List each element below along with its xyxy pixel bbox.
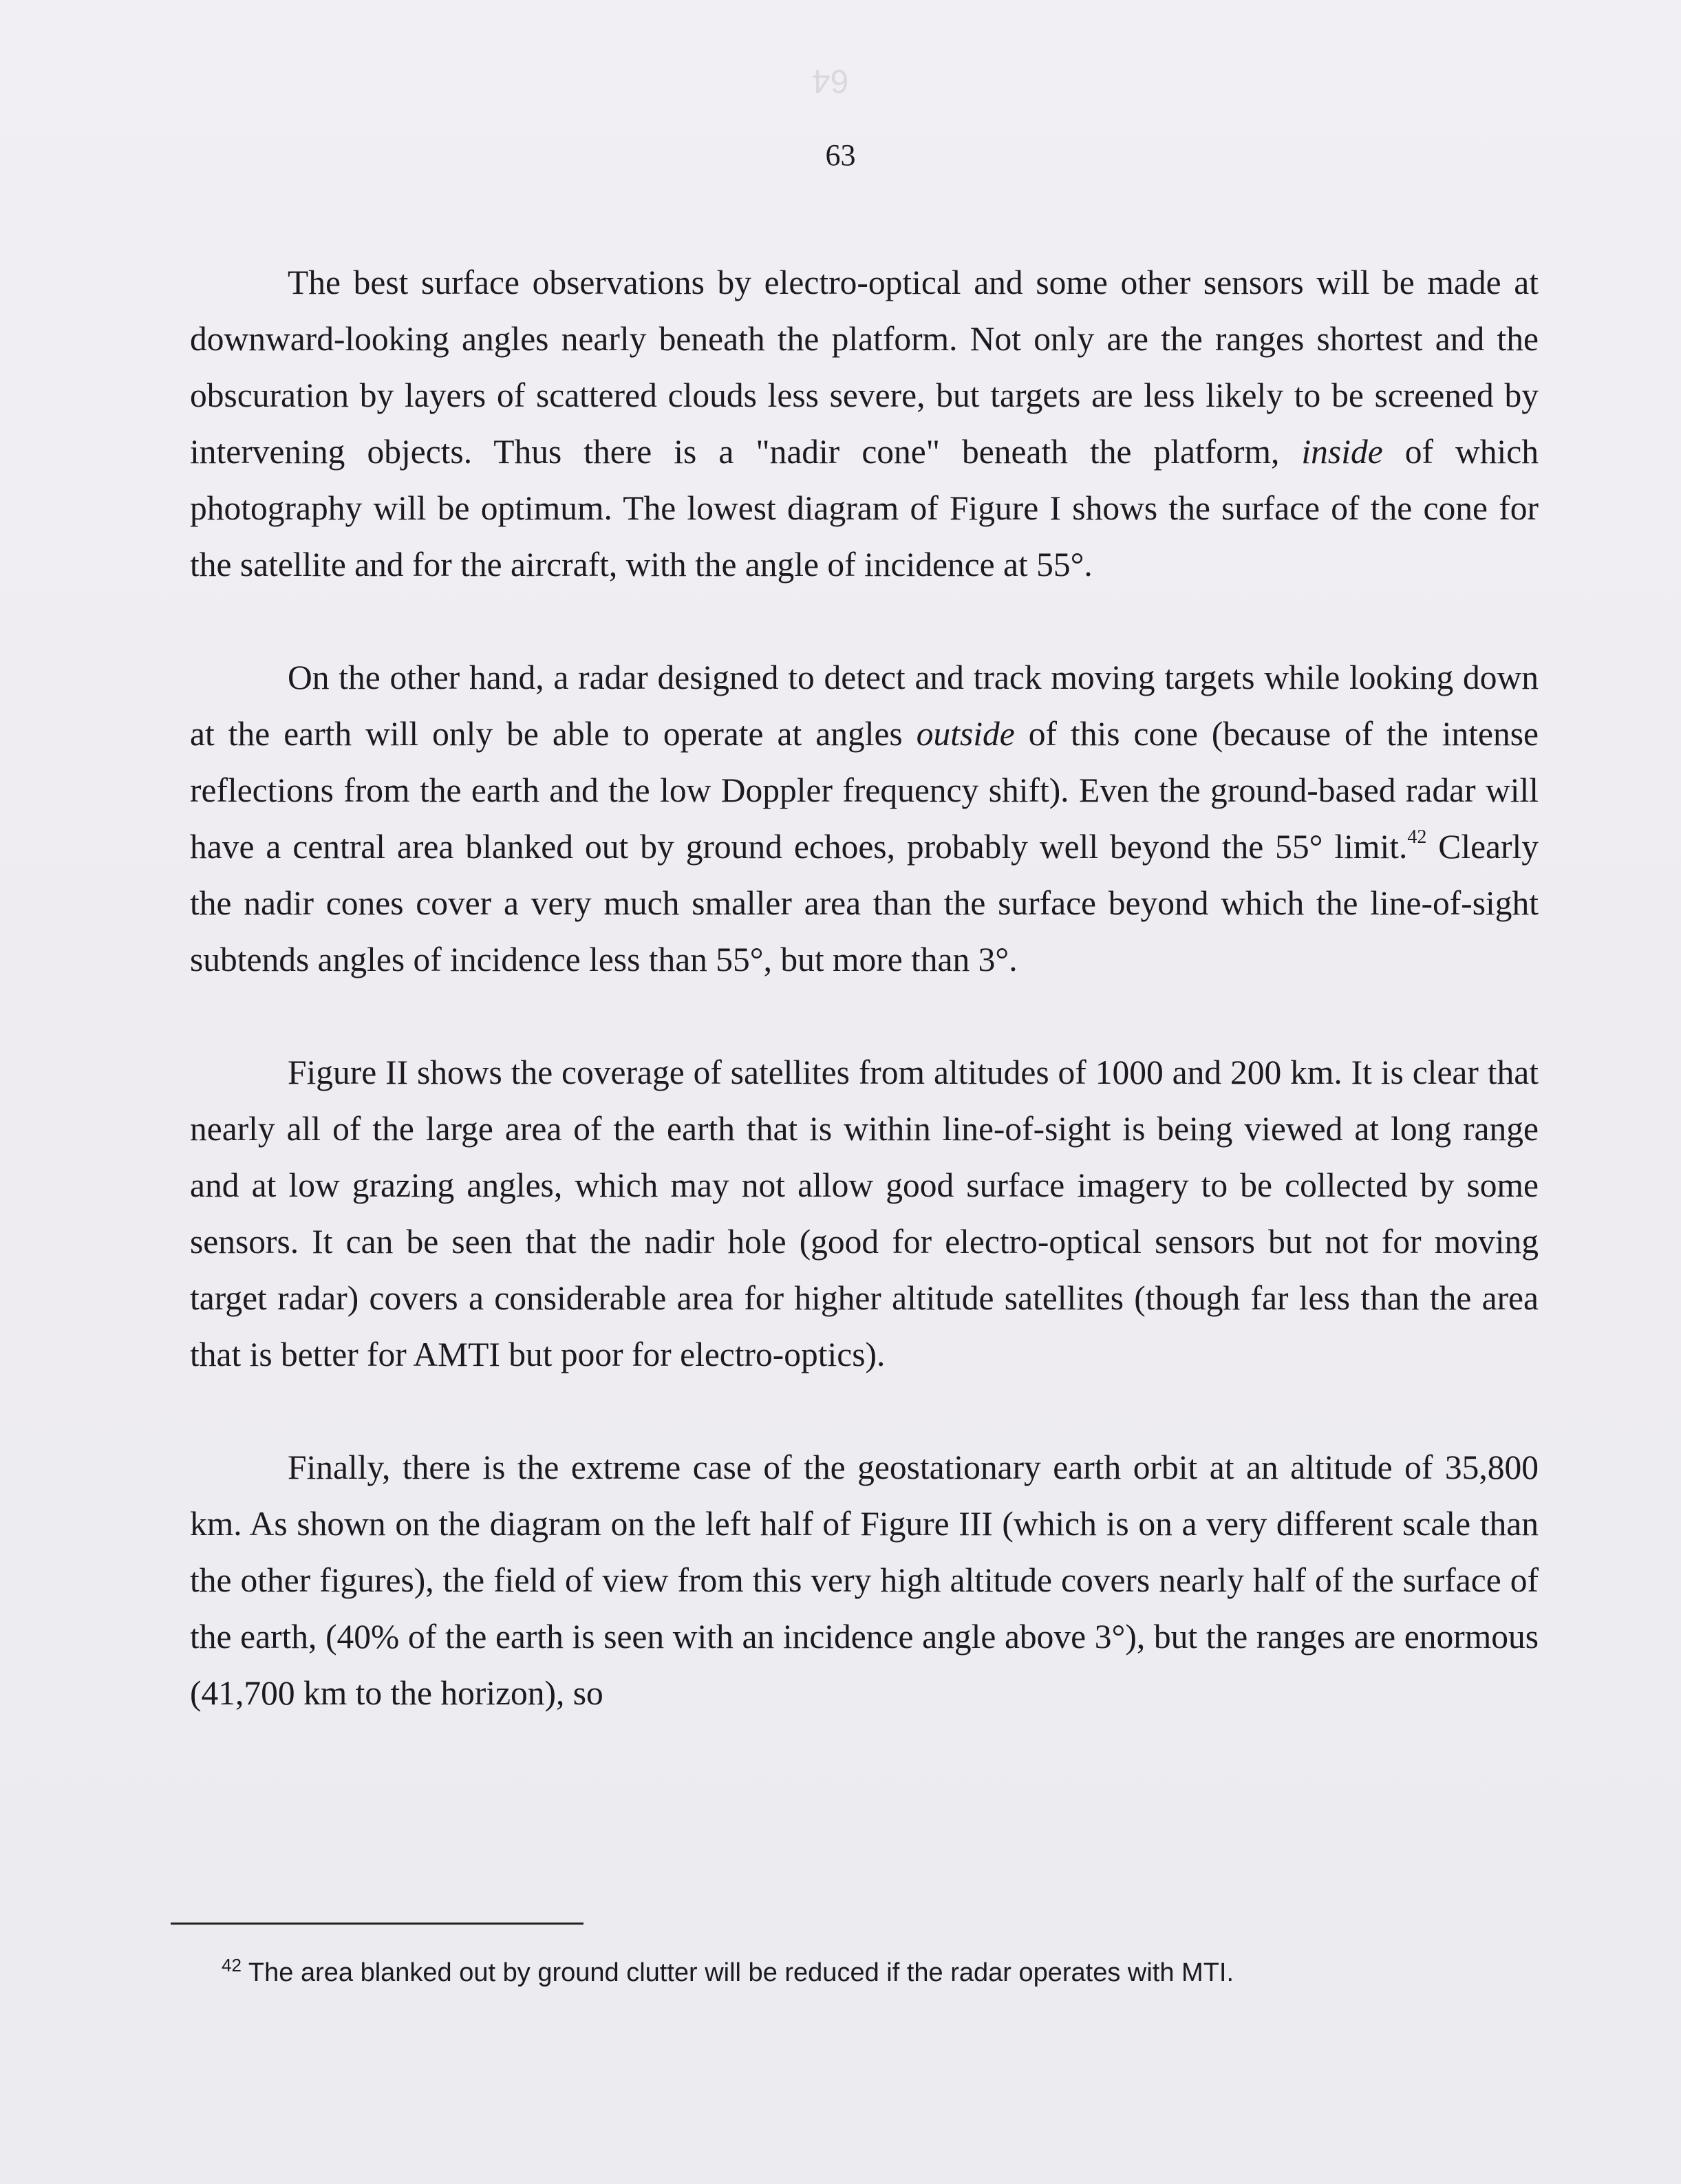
footnote-text: The area blanked out by ground clutter will be reduced if the radar operates with MTI. bbox=[248, 1958, 1234, 1987]
paragraph bbox=[190, 1439, 1539, 1722]
body-text bbox=[190, 255, 1539, 1722]
paragraph bbox=[190, 255, 1539, 593]
bleed-through-page-number: 64 bbox=[812, 63, 849, 99]
paragraph-text: Figure II shows the coverage of satellites from altitudes of 1000 and 200 km. It is clear that nearly all of the large area of the earth that is within line-of-sight is being viewed at long range and at low grazing angles, which may not allow good surface imagery to be collected by some sensors. It can be seen that the nadir hole (good for electro-optical sensors but not for moving target radar) covers a considerable area for higher altitude satellites (though far less than the area that is better for AMTI but poor for electro-optics). bbox=[190, 1053, 1539, 1373]
emphasis-text: outside bbox=[916, 715, 1015, 753]
paragraph bbox=[190, 1045, 1539, 1383]
paragraph-text: of which photography will be optimum. The lowest diagram of Figure I shows the surface of the cone for the satellite and for the aircraft, with the angle of incidence at 55°. bbox=[190, 433, 1539, 584]
paragraph-text: Finally, there is the extreme case of the geostationary earth orbit at an altitude of 35,800 km. As shown on the diagram on the left half of Figure III (which is on a very different scale than the other figures), the field of view from this very high altitude covers nearly half of the surface of the earth, (40% of the earth is seen with an incidence angle above 3°), but the ranges are enormous (41,700 km to the horizon), so bbox=[190, 1448, 1539, 1712]
footnote bbox=[222, 1945, 1529, 1993]
footnote-divider bbox=[171, 1923, 583, 1925]
paragraph bbox=[190, 650, 1539, 988]
emphasis-text: inside bbox=[1301, 433, 1383, 471]
paragraph-text: of this cone (because of the intense reflections from the earth and the low Doppler frequency shift). Even the ground-based radar will have a central area blanked out by ground echoes, probably well beyond the 55° limit. bbox=[190, 715, 1539, 866]
page-number: 63 bbox=[825, 138, 856, 172]
footnote-reference: 42 bbox=[1407, 826, 1427, 848]
paragraph-text: On the other hand, a radar designed to detect and track moving targets while looking down at the earth will only be able to operate at angles bbox=[190, 659, 1539, 753]
paragraph-text: The best surface observations by electro-optical and some other sensors will be made at downward-looking angles nearly beneath the platform. Not only are the ranges shortest and the obscuration by layers of scattered clouds less severe, but targets are less likely to be screened by intervening objects. Thus there is a "nadir cone" beneath the platform, bbox=[190, 264, 1539, 471]
footnote-marker: 42 bbox=[222, 1955, 242, 1976]
paragraph-text: Clearly the nadir cones cover a very much smaller area than the surface beyond which the line-of-sight subtends angles of incidence less than 55°, but more than 3°. bbox=[190, 828, 1539, 978]
